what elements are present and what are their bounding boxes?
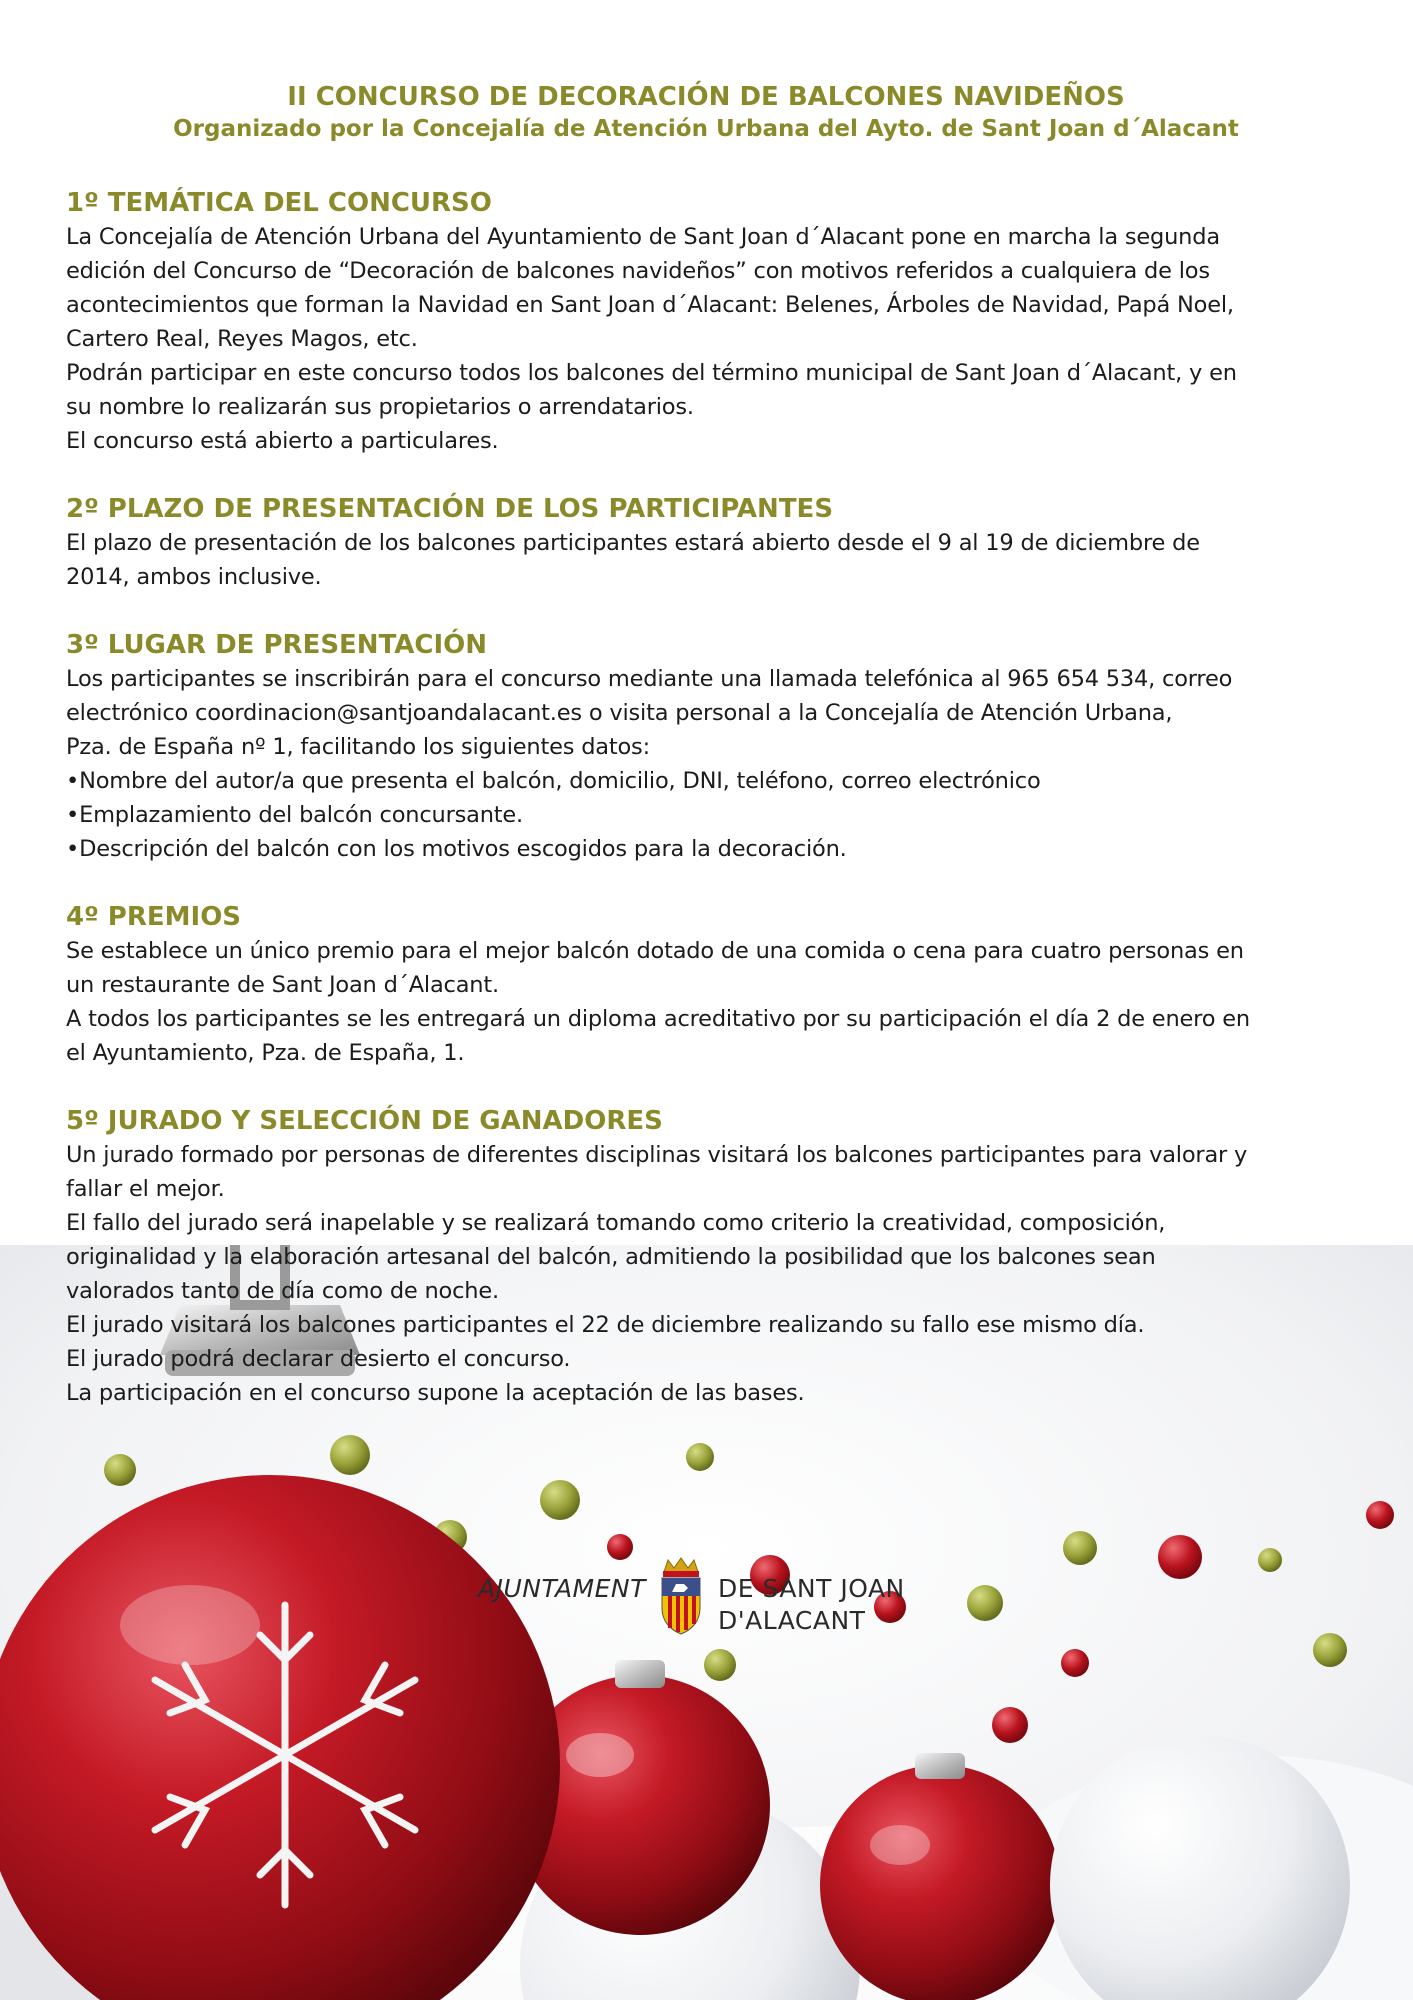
section-heading: 2º PLAZO DE PRESENTACIÓN DE LOS PARTICIPANTES [66,494,834,524]
section-line: Un jurado formado por personas de diferentes disciplinas visitará los balcones participantes para valorar y [66,1142,1248,1168]
section-line: su nombre lo realizarán sus propietarios o arrendatarios. [66,394,694,420]
section-line: un restaurante de Sant Joan d´Alacant. [66,972,499,998]
section-line: Podrán participar en este concurso todos los balcones del término municipal de Sant Joan d´Alacant, y en [66,360,1237,386]
section-line: El fallo del jurado será inapelable y se realizará tomando como criterio la creatividad, composición, [66,1210,1166,1236]
section-lugar [66,628,1356,866]
document-subtitle: Organizado por la Concejalía de Atención Urbana del Ayto. de Sant Joan d´Alacant [173,116,1239,142]
section-line: Pza. de España nº 1, facilitando los siguientes datos: [66,734,650,760]
bullet-item: •Nombre del autor/a que presenta el balcón, domicilio, DNI, teléfono, correo electrónico [66,768,1041,794]
section-line: El concurso está abierto a particulares. [66,428,499,454]
section-plazo [66,492,1356,594]
section-line: acontecimientos que forman la Navidad en Sant Joan d´Alacant: Belenes, Árboles de Navidad, Papá Noel, [66,292,1234,318]
section-line: El jurado visitará los balcones participantes el 22 de diciembre realizando su fallo ese mismo día. [66,1312,1145,1338]
section-line: valorados tanto de día como de noche. [66,1278,499,1304]
section-line: La participación en el concurso supone la aceptación de las bases. [66,1380,805,1406]
section-line: Los participantes se inscribirán para el concurso mediante una llamada telefónica al 965 654 534, correo [66,666,1233,692]
municipal-crest-icon [658,1556,704,1636]
section-heading: 4º PREMIOS [66,902,242,932]
section-jurado [66,1104,1356,1410]
section-line: fallar el mejor. [66,1176,225,1202]
section-line: El jurado podrá declarar desierto el concurso. [66,1346,571,1372]
section-line: La Concejalía de Atención Urbana del Ayuntamiento de Sant Joan d´Alacant pone en marcha la segunda [66,224,1220,250]
section-heading: 5º JURADO Y SELECCIÓN DE GANADORES [66,1106,663,1136]
logo-word-ajuntament: AJUNTAMENT [478,1574,646,1603]
section-tematica [66,186,1356,458]
section-line: edición del Concurso de “Decoración de balcones navideños” con motivos referidos a cualquiera de los [66,258,1210,284]
section-line: originalidad y la elaboración artesanal del balcón, admitiendo la posibilidad que los balcones sean [66,1244,1156,1270]
section-heading: 1º TEMÁTICA DEL CONCURSO [66,188,492,218]
logo-word-de-sant-joan: DE SANT JOAN [718,1574,905,1603]
document-title: II CONCURSO DE DECORACIÓN DE BALCONES NAVIDEÑOS [287,82,1125,112]
section-premios [66,900,1356,1070]
logo-word-dalacant: D'ALACANT [718,1606,866,1635]
bullet-item: •Emplazamiento del balcón concursante. [66,802,524,828]
section-line: electrónico coordinacion@santjoandalacant.es o visita personal a la Concejalía de Atención Urbana, [66,700,1173,726]
document-content [66,80,1356,1410]
ajuntament-logo [478,1556,918,1636]
section-line: 2014, ambos inclusive. [66,564,322,590]
bullet-item: •Descripción del balcón con los motivos escogidos para la decoración. [66,836,847,862]
section-heading: 3º LUGAR DE PRESENTACIÓN [66,630,488,660]
section-line: Se establece un único premio para el mejor balcón dotado de una comida o cena para cuatro personas en [66,938,1244,964]
section-line: A todos los participantes se les entregará un diploma acreditativo por su participación el día 2 de enero en [66,1006,1250,1032]
section-line: Cartero Real, Reyes Magos, etc. [66,326,418,352]
section-line: el Ayuntamiento, Pza. de España, 1. [66,1040,465,1066]
section-line: El plazo de presentación de los balcones participantes estará abierto desde el 9 al 19 de diciembre de [66,530,1200,556]
